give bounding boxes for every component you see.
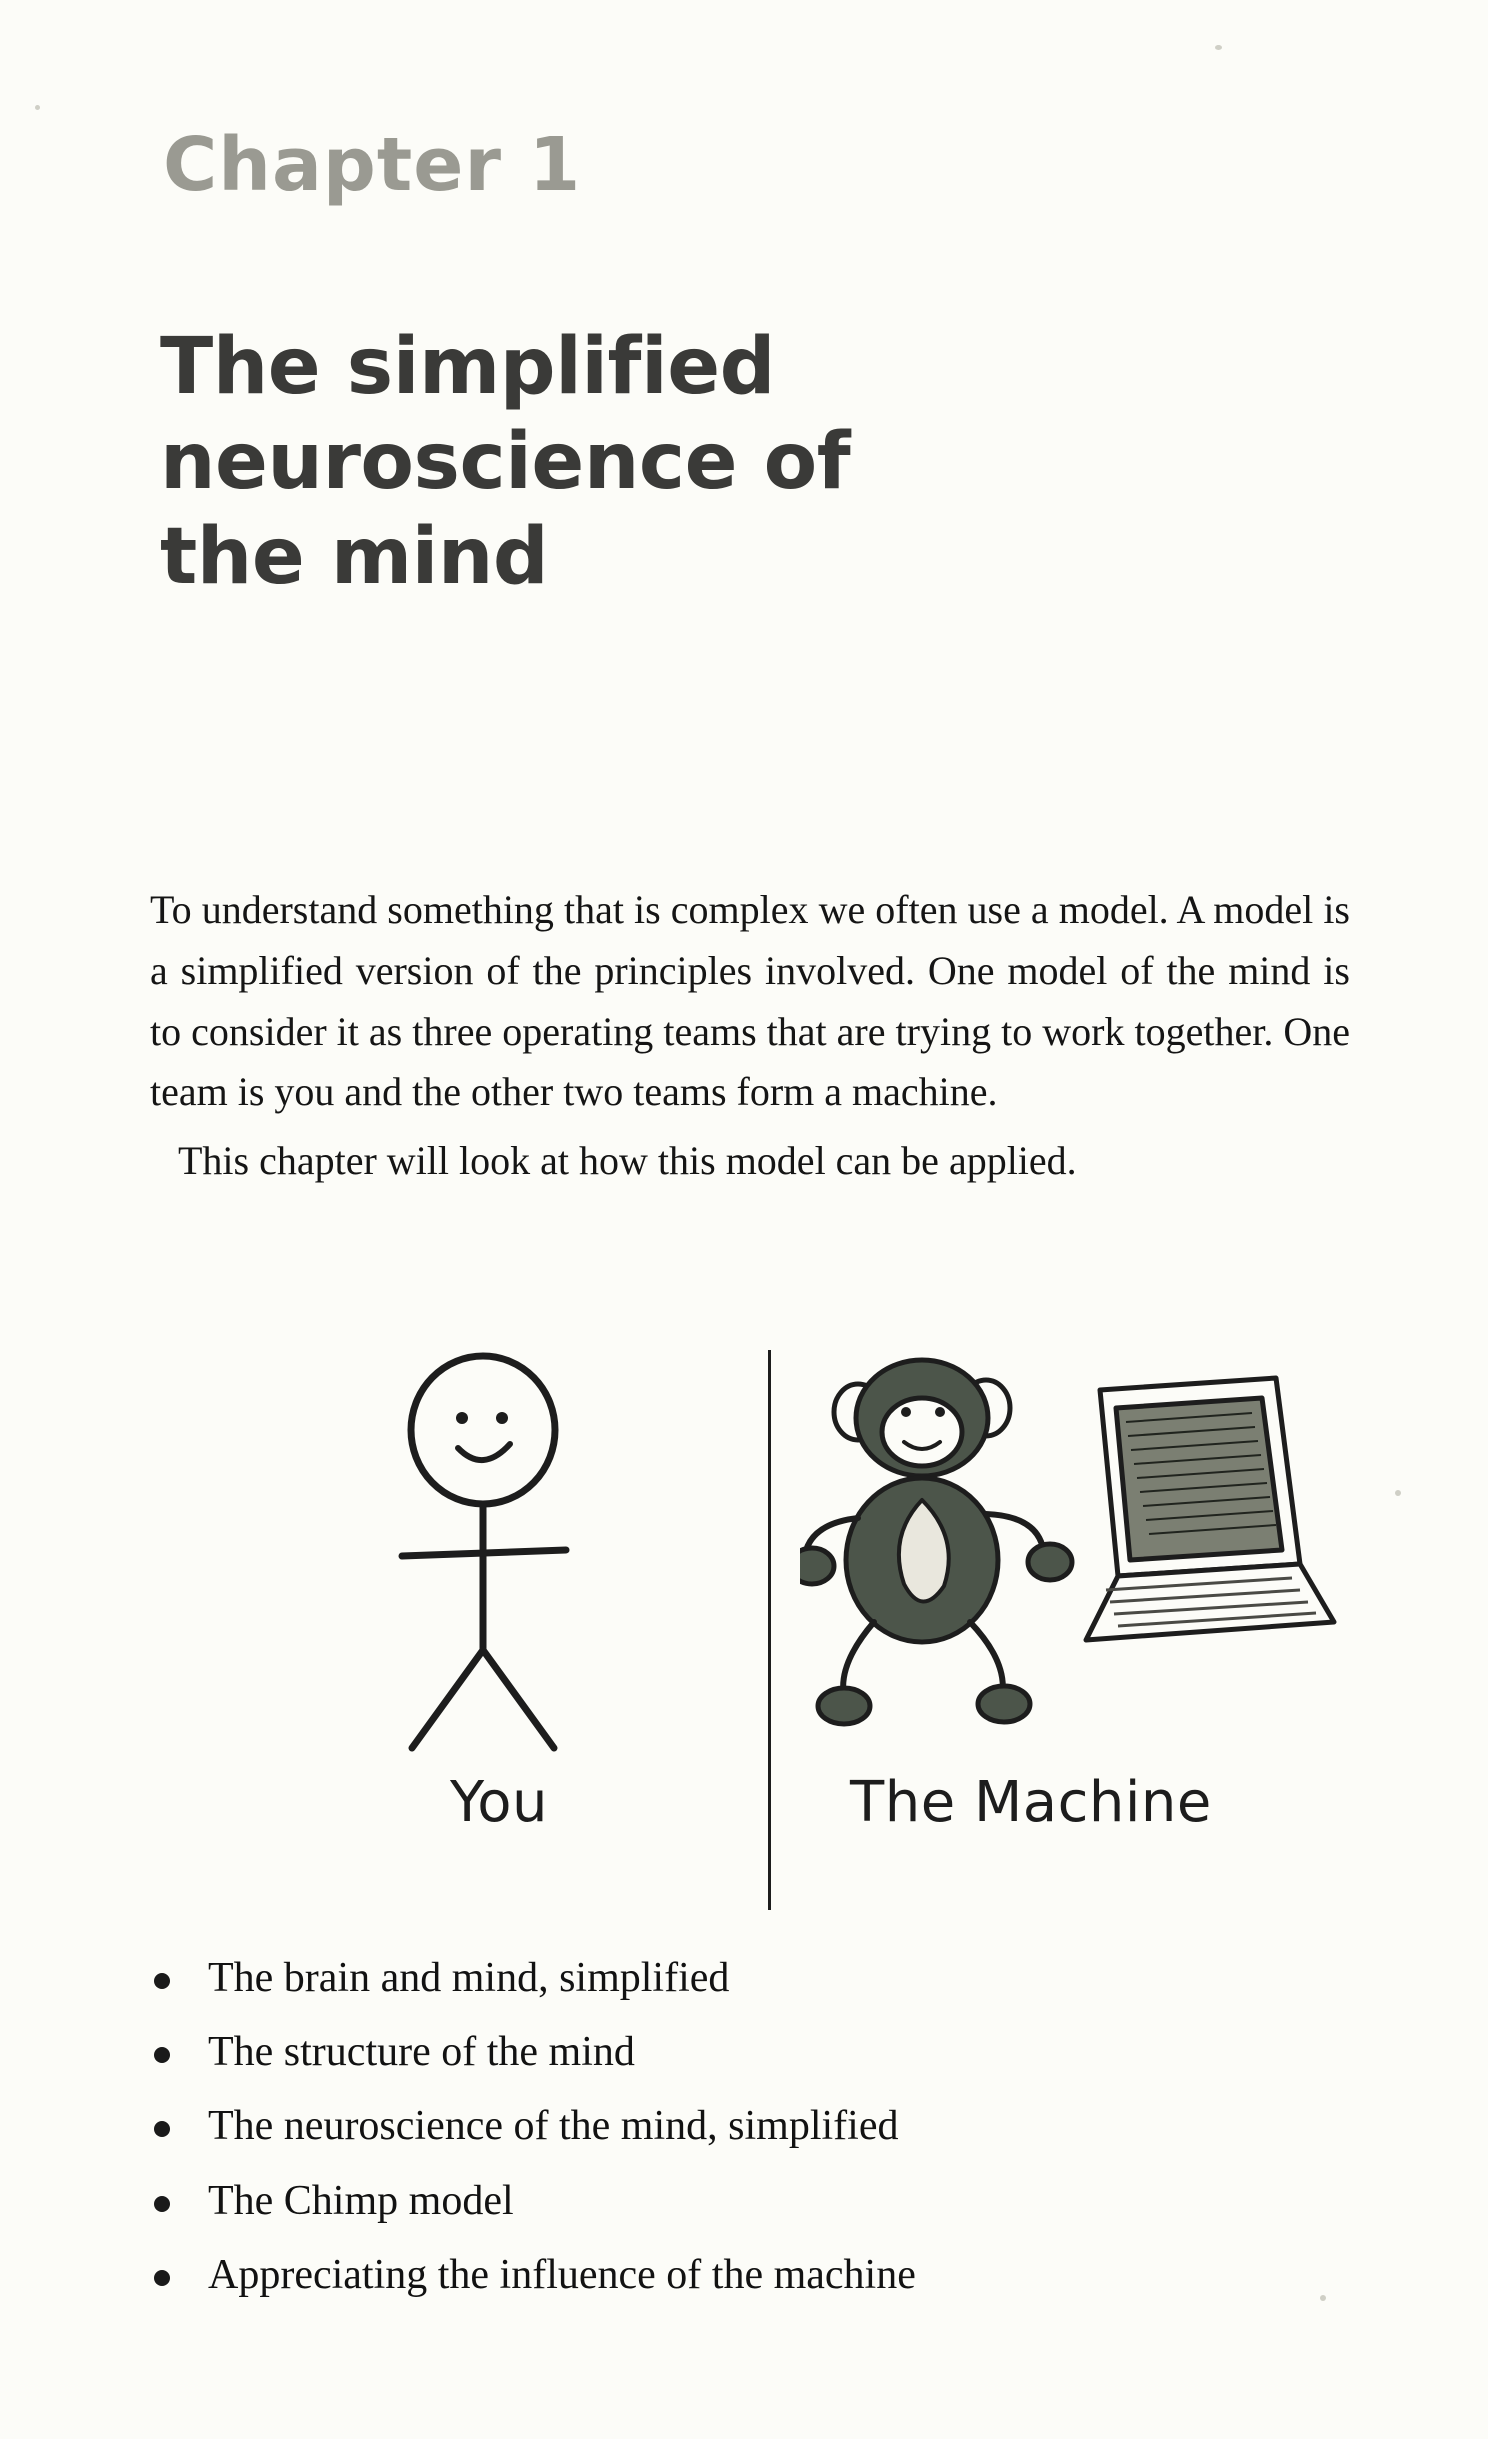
bullet-dot-icon	[154, 2047, 170, 2063]
list-item	[140, 2178, 1390, 2224]
list-item	[140, 2103, 1390, 2149]
page-title-line-3: the mind	[160, 512, 549, 603]
scan-speck	[35, 105, 40, 110]
bullet-dot-icon	[154, 2196, 170, 2212]
intro-paragraph-1: To understand something that is complex we often use a model. A model is a simplified version of the principles involved. One model of the mind is to consider it as three operating teams that are trying to work together. One team is you and the other two teams form a machine.	[150, 887, 1350, 1115]
illustration-block	[150, 1340, 1350, 1940]
chapter-label: Chapter 1	[163, 122, 582, 208]
list-item-label: The Chimp model	[208, 2177, 514, 2224]
caption-the-machine: The Machine	[850, 1770, 1212, 1835]
list-item	[140, 1955, 1390, 2001]
chapter-contents-list	[140, 1955, 1390, 2326]
caption-you: You	[450, 1770, 549, 1835]
list-item-label: The brain and mind, simplified	[208, 1955, 730, 2001]
intro-text	[150, 880, 1350, 1192]
list-item-label: The neuroscience of the mind, simplified	[208, 2103, 899, 2150]
list-item-label: The structure of the mind	[208, 2029, 635, 2076]
illustration-divider	[768, 1350, 771, 1910]
bullet-dot-icon	[154, 2121, 170, 2137]
page-title	[160, 320, 1160, 605]
chimp-and-computer-icon	[800, 1350, 1340, 1770]
list-item	[140, 2029, 1390, 2075]
bullet-dot-icon	[154, 1973, 170, 1989]
list-item	[140, 2252, 1390, 2298]
scan-speck	[1395, 1490, 1401, 1496]
intro-paragraph-2: This chapter will look at how this model can be applied.	[178, 1138, 1077, 1184]
bullet-dot-icon	[154, 2270, 170, 2286]
list-item-label: Appreciating the influence of the machine	[208, 2251, 916, 2298]
page-title-line-1: The simplified	[160, 322, 775, 412]
scan-speck	[1215, 45, 1222, 50]
stick-figure-person-icon	[340, 1350, 680, 1770]
page-title-line-2: neuroscience of	[160, 417, 851, 508]
